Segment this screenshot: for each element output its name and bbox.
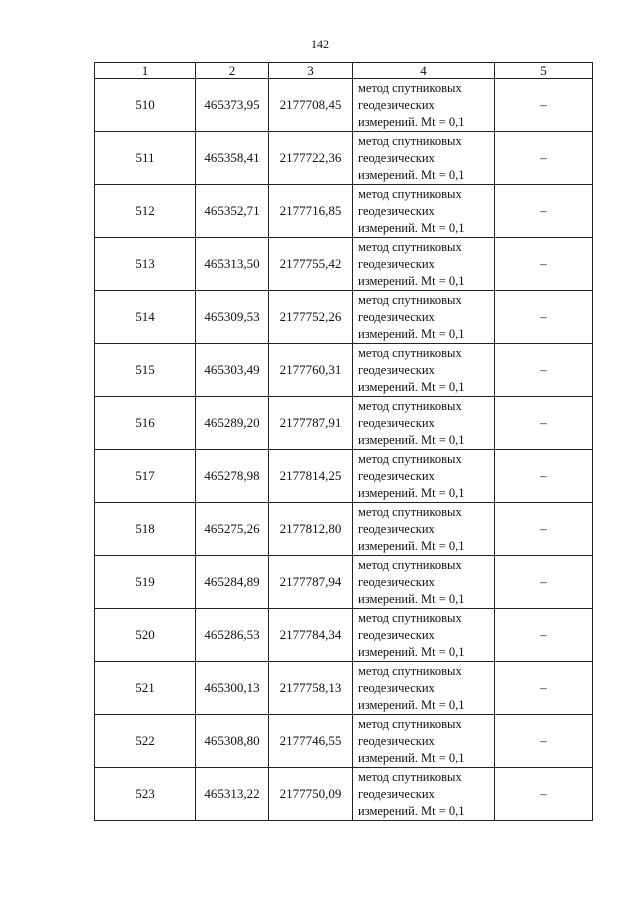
method-line: геодезических (358, 680, 435, 695)
table-row (95, 768, 593, 821)
x-coordinate-cell: 465358,41 (196, 132, 269, 185)
x-coordinate-cell: 465303,49 (196, 344, 269, 397)
method-line: измерений. Mt = 0,1 (358, 326, 465, 341)
x-coordinate-cell: 465300,13 (196, 662, 269, 715)
method-line: измерений. Mt = 0,1 (358, 220, 465, 235)
point-number-cell: 519 (95, 556, 196, 609)
note-cell: – (495, 609, 593, 662)
method-line: геодезических (358, 627, 435, 642)
method-line: измерений. Mt = 0,1 (358, 114, 465, 129)
x-coordinate-cell: 465352,71 (196, 185, 269, 238)
method-cell (353, 185, 495, 238)
table-row (95, 344, 593, 397)
method-line: геодезических (358, 786, 435, 801)
method-line: геодезических (358, 150, 435, 165)
note-cell: – (495, 238, 593, 291)
note-cell: – (495, 715, 593, 768)
point-number-cell: 521 (95, 662, 196, 715)
table-row (95, 397, 593, 450)
method-line: измерений. Mt = 0,1 (358, 379, 465, 394)
method-line: геодезических (358, 733, 435, 748)
method-cell (353, 715, 495, 768)
method-line: измерений. Mt = 0,1 (358, 273, 465, 288)
note-cell: – (495, 79, 593, 132)
method-cell (353, 556, 495, 609)
method-line: измерений. Mt = 0,1 (358, 644, 465, 659)
method-cell (353, 291, 495, 344)
table-row (95, 79, 593, 132)
point-number-cell: 514 (95, 291, 196, 344)
x-coordinate-cell: 465284,89 (196, 556, 269, 609)
column-header: 1 (95, 63, 196, 79)
method-line: измерений. Mt = 0,1 (358, 167, 465, 182)
point-number-cell: 512 (95, 185, 196, 238)
y-coordinate-cell: 2177784,34 (269, 609, 353, 662)
method-line: геодезических (358, 203, 435, 218)
method-cell (353, 79, 495, 132)
method-line: метод спутниковых (358, 716, 462, 731)
table-row (95, 715, 593, 768)
table-body (95, 79, 593, 821)
method-line: измерений. Mt = 0,1 (358, 803, 465, 818)
method-line: геодезических (358, 256, 435, 271)
method-cell (353, 503, 495, 556)
y-coordinate-cell: 2177755,42 (269, 238, 353, 291)
x-coordinate-cell: 465308,80 (196, 715, 269, 768)
method-cell (353, 132, 495, 185)
table-row (95, 609, 593, 662)
table-header-row (95, 63, 593, 79)
point-number-cell: 515 (95, 344, 196, 397)
method-cell (353, 768, 495, 821)
method-cell (353, 238, 495, 291)
note-cell: – (495, 132, 593, 185)
note-cell: – (495, 768, 593, 821)
point-number-cell: 517 (95, 450, 196, 503)
table-row (95, 132, 593, 185)
table-row (95, 185, 593, 238)
method-line: измерений. Mt = 0,1 (358, 432, 465, 447)
page-number: 142 (311, 37, 329, 51)
point-number-cell: 522 (95, 715, 196, 768)
method-line: геодезических (358, 468, 435, 483)
coordinates-table (94, 62, 593, 821)
note-cell: – (495, 450, 593, 503)
point-number-cell: 520 (95, 609, 196, 662)
y-coordinate-cell: 2177758,13 (269, 662, 353, 715)
table-row (95, 291, 593, 344)
table-row (95, 450, 593, 503)
x-coordinate-cell: 465373,95 (196, 79, 269, 132)
column-header: 2 (196, 63, 269, 79)
point-number-cell: 518 (95, 503, 196, 556)
method-line: геодезических (358, 362, 435, 377)
note-cell: – (495, 397, 593, 450)
method-line: метод спутниковых (358, 186, 462, 201)
y-coordinate-cell: 2177750,09 (269, 768, 353, 821)
method-cell (353, 662, 495, 715)
method-cell (353, 450, 495, 503)
note-cell: – (495, 662, 593, 715)
method-line: метод спутниковых (358, 663, 462, 678)
method-cell (353, 609, 495, 662)
point-number-cell: 513 (95, 238, 196, 291)
y-coordinate-cell: 2177812,80 (269, 503, 353, 556)
note-cell: – (495, 344, 593, 397)
method-line: метод спутниковых (358, 345, 462, 360)
method-line: геодезических (358, 521, 435, 536)
x-coordinate-cell: 465309,53 (196, 291, 269, 344)
y-coordinate-cell: 2177746,55 (269, 715, 353, 768)
method-line: метод спутниковых (358, 610, 462, 625)
column-header: 3 (269, 63, 353, 79)
y-coordinate-cell: 2177708,45 (269, 79, 353, 132)
method-line: метод спутниковых (358, 769, 462, 784)
method-line: измерений. Mt = 0,1 (358, 591, 465, 606)
method-line: метод спутниковых (358, 133, 462, 148)
table-row (95, 556, 593, 609)
point-number-cell: 523 (95, 768, 196, 821)
method-line: метод спутниковых (358, 239, 462, 254)
method-line: геодезических (358, 97, 435, 112)
point-number-cell: 510 (95, 79, 196, 132)
column-header: 5 (495, 63, 593, 79)
note-cell: – (495, 291, 593, 344)
y-coordinate-cell: 2177814,25 (269, 450, 353, 503)
method-line: метод спутниковых (358, 557, 462, 572)
y-coordinate-cell: 2177787,91 (269, 397, 353, 450)
method-line: метод спутниковых (358, 80, 462, 95)
y-coordinate-cell: 2177716,85 (269, 185, 353, 238)
x-coordinate-cell: 465313,22 (196, 768, 269, 821)
y-coordinate-cell: 2177722,36 (269, 132, 353, 185)
method-line: метод спутниковых (358, 292, 462, 307)
x-coordinate-cell: 465275,26 (196, 503, 269, 556)
x-coordinate-cell: 465289,20 (196, 397, 269, 450)
y-coordinate-cell: 2177787,94 (269, 556, 353, 609)
method-cell (353, 397, 495, 450)
method-line: геодезических (358, 574, 435, 589)
y-coordinate-cell: 2177752,26 (269, 291, 353, 344)
method-line: измерений. Mt = 0,1 (358, 697, 465, 712)
note-cell: – (495, 503, 593, 556)
method-line: измерений. Mt = 0,1 (358, 538, 465, 553)
table-row (95, 503, 593, 556)
method-line: геодезических (358, 415, 435, 430)
method-line: измерений. Mt = 0,1 (358, 485, 465, 500)
method-cell (353, 344, 495, 397)
column-header: 4 (353, 63, 495, 79)
table-row (95, 662, 593, 715)
x-coordinate-cell: 465286,53 (196, 609, 269, 662)
method-line: измерений. Mt = 0,1 (358, 750, 465, 765)
note-cell: – (495, 185, 593, 238)
point-number-cell: 511 (95, 132, 196, 185)
method-line: метод спутниковых (358, 451, 462, 466)
table-row (95, 238, 593, 291)
x-coordinate-cell: 465313,50 (196, 238, 269, 291)
note-cell: – (495, 556, 593, 609)
method-line: метод спутниковых (358, 504, 462, 519)
point-number-cell: 516 (95, 397, 196, 450)
method-line: геодезических (358, 309, 435, 324)
method-line: метод спутниковых (358, 398, 462, 413)
x-coordinate-cell: 465278,98 (196, 450, 269, 503)
y-coordinate-cell: 2177760,31 (269, 344, 353, 397)
